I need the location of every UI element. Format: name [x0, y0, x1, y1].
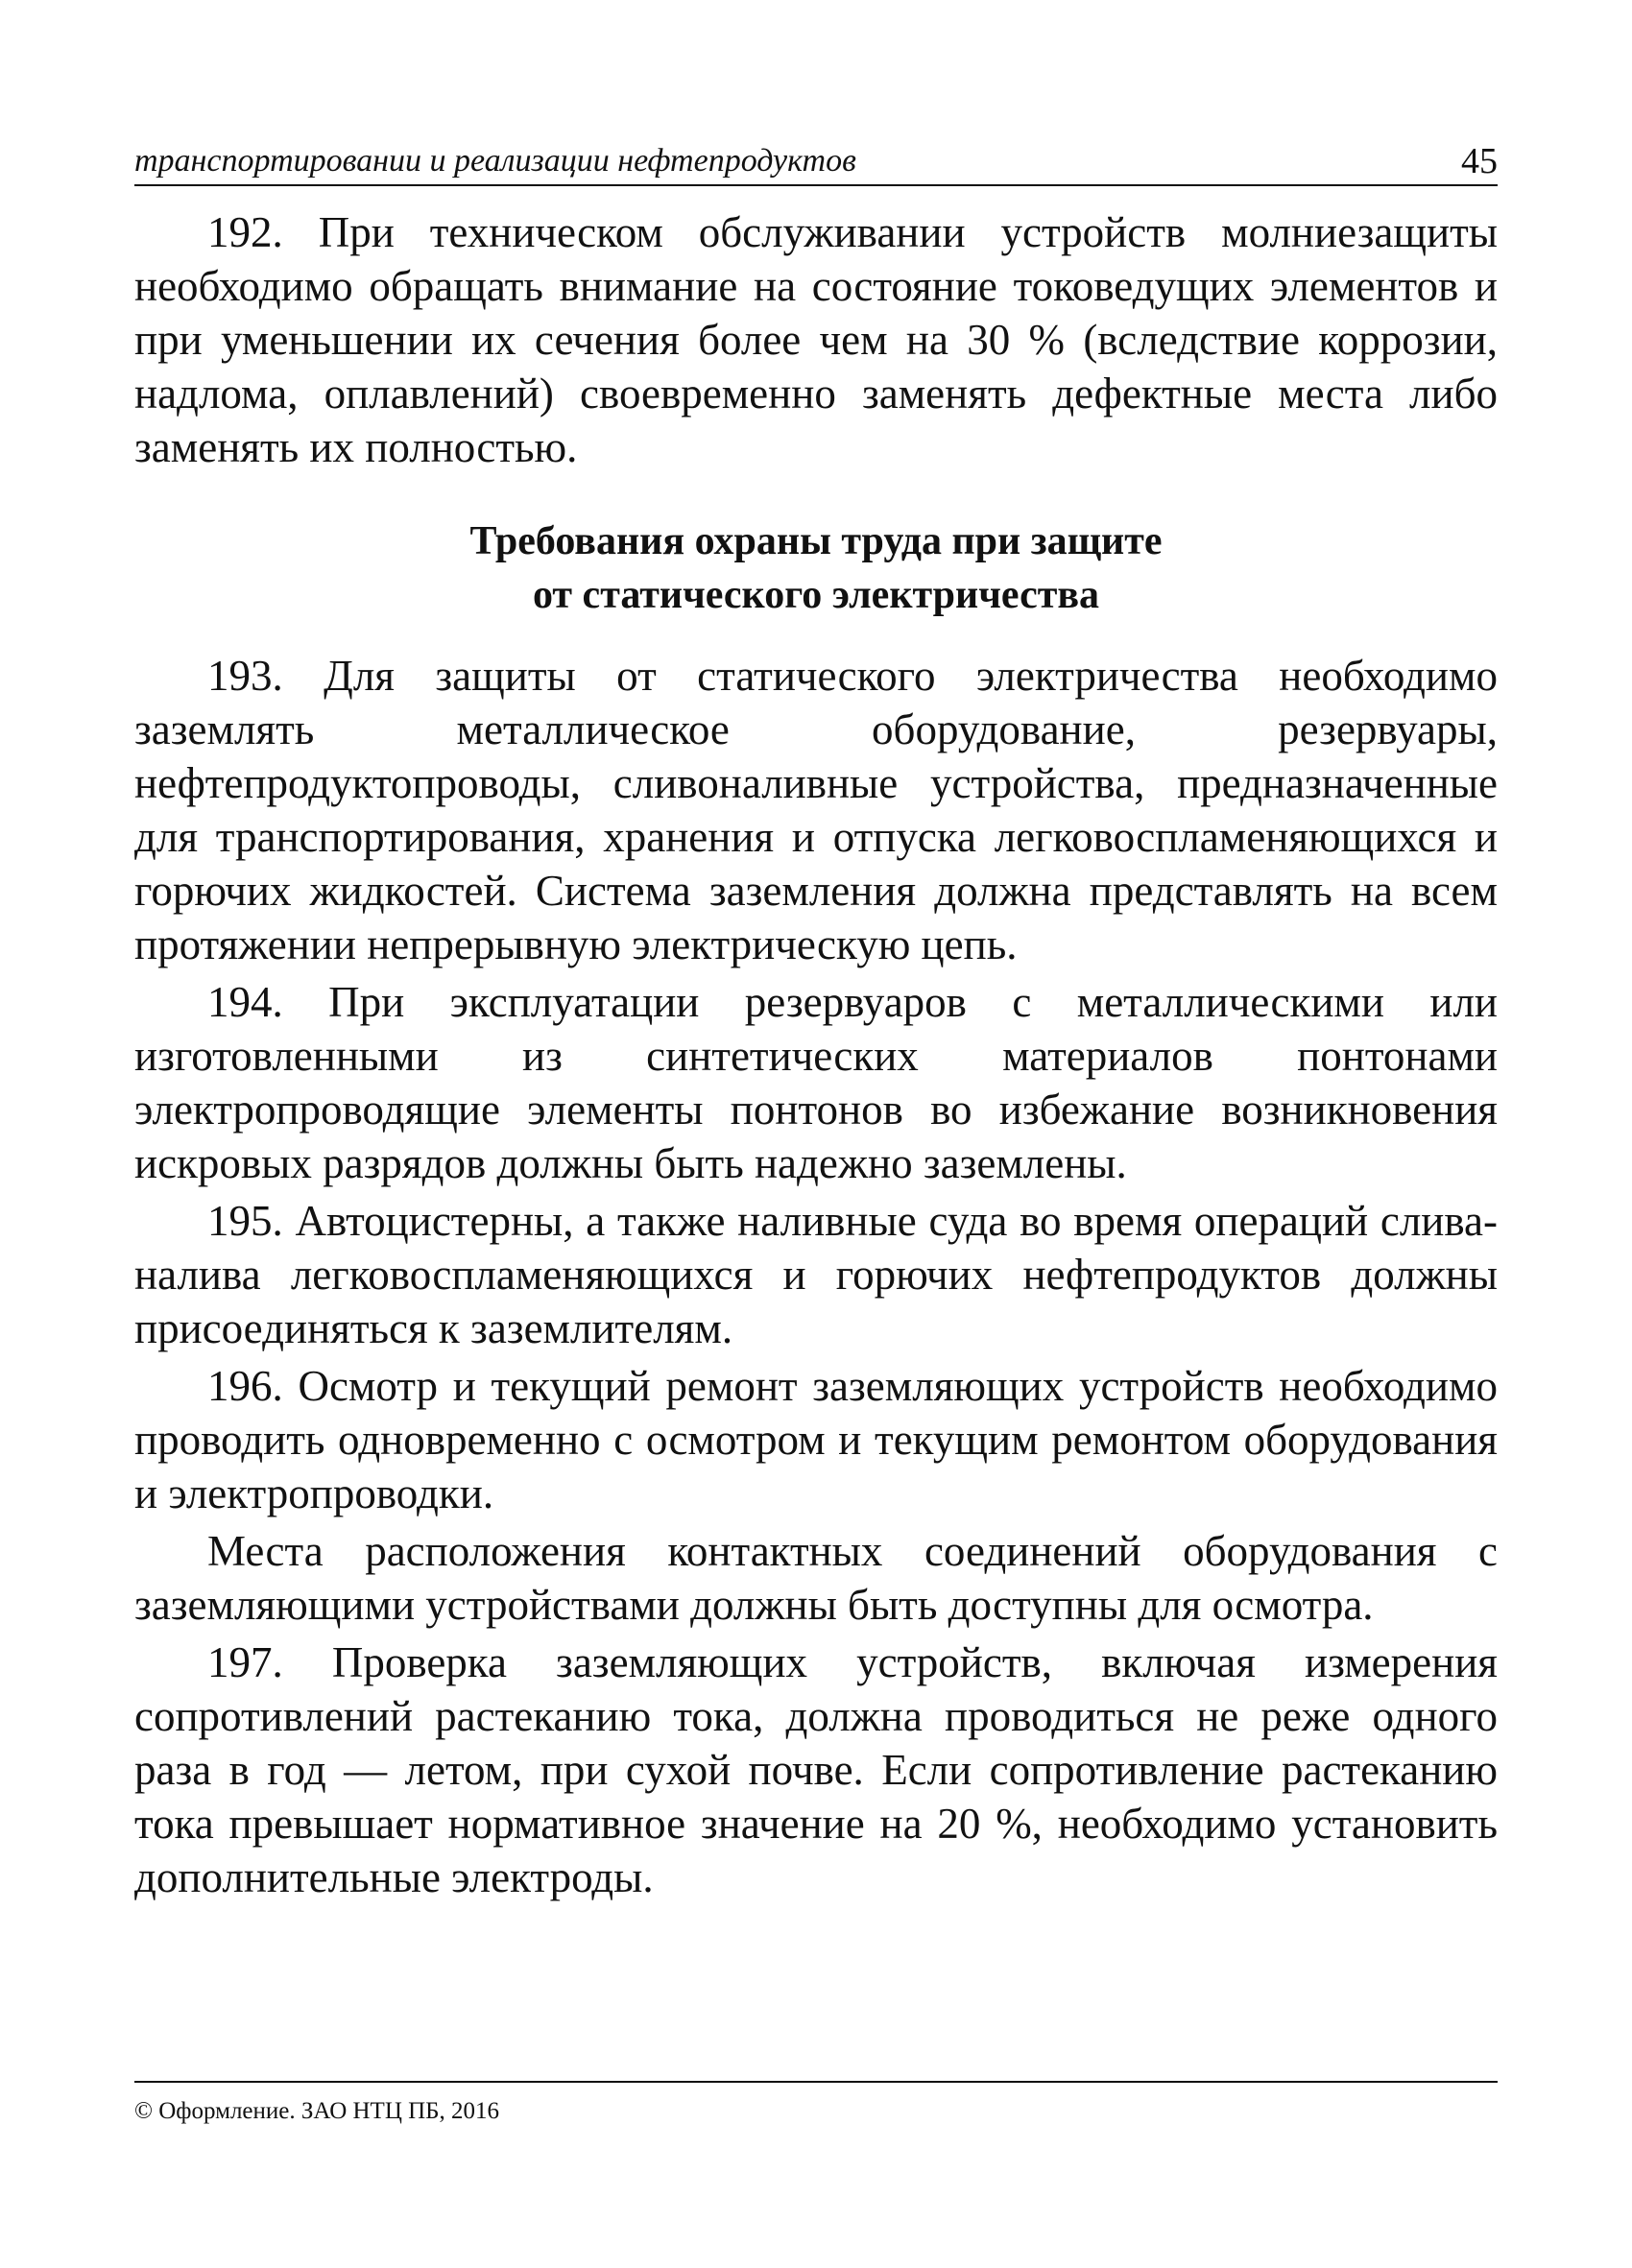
paragraph-196: 196. Осмотр и текущий ремонт заземляющих устройств необходимо проводить одновременно с осмотром и текущим ремонтом оборудования и электропроводки. [134, 1362, 1498, 1517]
section-heading-line-2: от статического электричества [532, 573, 1100, 617]
paragraph-197: 197. Проверка заземляющих устройств, включая измерения сопротивлений растеканию тока, должна проводиться не реже одного раза в год — летом, при сухой почве. Если сопротивление растеканию тока превышает нормативное значение на 20 %, необходимо установить дополнительные электроды. [134, 1638, 1498, 1901]
page-footer [134, 2081, 1498, 2127]
body-text [134, 205, 1498, 1904]
section-heading [134, 514, 1498, 622]
paragraph-193: 193. Для защиты от статического электричества необходимо заземлять металлическое оборудование, резервуары, нефтепродуктопроводы, сливоналивные устройства, предназначенные для транспортирования, хранения и отпуска легковоспламеняющихся и горючих жидкостей. Система заземления должна представлять на всем протяжении непрерывную электрическую цепь. [134, 652, 1498, 968]
paragraph-196-continued: Места расположения контактных соединений оборудования с заземляющими устройствами должны быть доступны для осмотра. [134, 1527, 1498, 1629]
document-page [134, 134, 1498, 1908]
copyright-notice: © Оформление. ЗАО НТЦ ПБ, 2016 [134, 2098, 500, 2124]
running-title: транспортировании и реализации нефтепродуктов [134, 143, 856, 179]
running-header [134, 134, 1498, 186]
page-number: 45 [1461, 141, 1498, 181]
paragraph-194: 194. При эксплуатации резервуаров с металлическими или изготовленными из синтетических материалов понтонами электропроводящие элементы понтонов во избежание возникновения искровых разрядов должны быть надежно заземлены. [134, 978, 1498, 1187]
section-heading-line-1: Требования охраны труда при защите [469, 519, 1163, 563]
paragraph-192: 192. При техническом обслуживании устройств молниезащиты необходимо обращать внимание на состояние токоведущих элементов и при уменьшении их сечения более чем на 30 % (вследствие коррозии, надлома, оплавлений) своевременно заменять дефектные места либо заменять их полностью. [134, 208, 1498, 471]
paragraph-195: 195. Автоцистерны, а также наливные суда во время операций слива-налива легковоспламеняющихся и горючих нефтепродуктов должны присоединяться к заземлителям. [134, 1197, 1498, 1352]
